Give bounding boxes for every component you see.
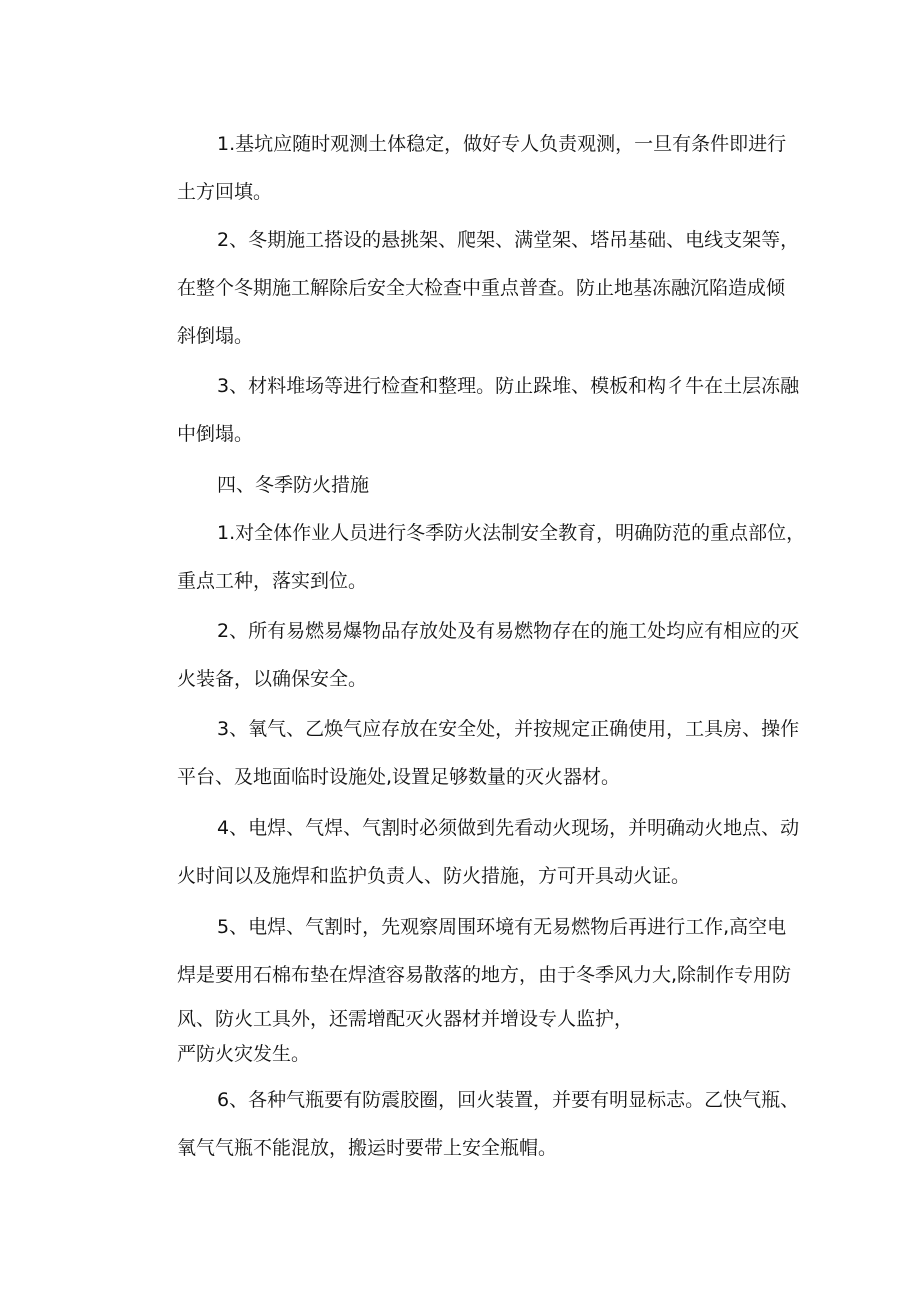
paragraph-6 <box>137 607 800 703</box>
paragraph-line: 中倒塌。 <box>177 423 254 445</box>
paragraph-line: 氧气气瓶不能混放，搬运时要带上安全瓶帽。 <box>177 1137 558 1159</box>
paragraph-line: 4、电焊、气焊、气割时必须做到先看动火现场，并明确动火地点、动 <box>217 817 800 839</box>
section-heading <box>137 461 797 509</box>
paragraph-line: 平台、及地面临时设施处,设置足够数量的灭火器材。 <box>177 766 621 788</box>
paragraph-3 <box>137 362 800 458</box>
paragraph-1 <box>137 120 797 216</box>
paragraph-line: 5、电焊、气割时，先观察周围环境有无易燃物后再进行工作,高空电 <box>217 916 787 938</box>
paragraph-line: 在整个冬期施工解除后安全大检查中重点普查。防止地基冻融沉陷造成倾 <box>177 277 786 299</box>
paragraph-line: 火时间以及施焊和监护负责人、防火措施，方可开具动火证。 <box>177 865 691 887</box>
paragraph-line: 3、氧气、乙焕气应存放在安全处，并按规定正确使用，工具房、操作 <box>217 718 800 740</box>
paragraph-8 <box>137 804 800 900</box>
paragraph-line: 1.基坑应随时观测土体稳定，做好专人负责观测，一旦有条件即进行 <box>217 133 787 155</box>
paragraph-line: 土方回填。 <box>177 181 273 203</box>
paragraph-line: 火装备，以确保安全。 <box>177 668 368 690</box>
paragraph-line: 3、材料堆场等进行检查和整理。防止跺堆、模板和构彳牛在土层冻融 <box>217 375 800 397</box>
heading-line: 四、冬季防火措施 <box>217 474 370 496</box>
paragraph-line: 风、防火工具外，还需增配灭火器材并增设专人监护， <box>177 1008 634 1030</box>
paragraph-line: 重点工种，落实到位。 <box>177 570 368 592</box>
paragraph-line: 6、各种气瓶要有防震胶圈，回火装置，并要有明显标志。乙快气瓶、 <box>217 1089 800 1111</box>
paragraph-9 <box>137 903 797 1069</box>
paragraph-line: 斜倒塌。 <box>177 325 254 347</box>
paragraph-line: 2、所有易燃易爆物品存放处及有易燃物存在的施工处均应有相应的灭 <box>217 620 800 642</box>
paragraph-line: 2、冬期施工搭设的悬挑架、爬架、满堂架、塔吊基础、电线支架等， <box>217 229 800 251</box>
paragraph-7 <box>137 705 800 801</box>
paragraph-2 <box>137 216 800 360</box>
paragraph-line: 严防火灾发生。 <box>177 1043 311 1065</box>
paragraph-line: 1.对全体作业人员进行冬季防火法制安全教育，明确防范的重点部位， <box>217 522 806 544</box>
paragraph-10 <box>137 1076 800 1172</box>
paragraph-line: 焊是要用石棉布垫在焊渣容易散落的地方，由于冬季风力大,除制作专用防 <box>177 964 792 986</box>
paragraph-5 <box>137 509 806 605</box>
